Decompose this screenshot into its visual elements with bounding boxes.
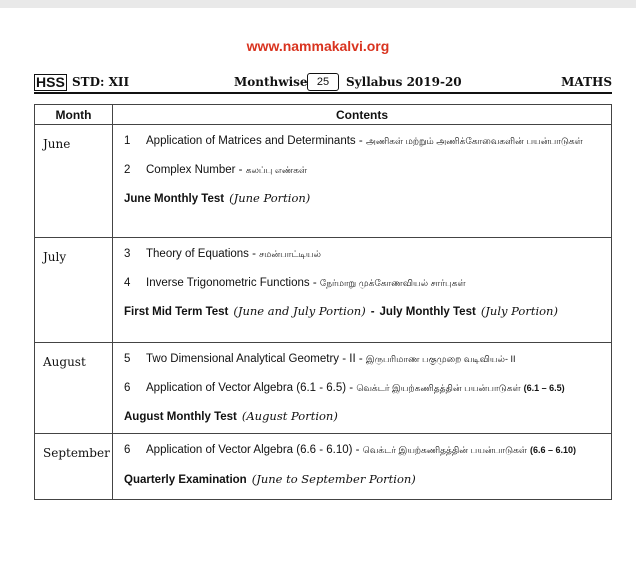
contents-cell (113, 238, 612, 343)
unit-number: 4 (124, 276, 131, 289)
exam-separator: - (370, 306, 375, 318)
unit-title: Complex Number - (146, 163, 246, 176)
unit-number: 6 (124, 444, 131, 456)
page-number: 25 (307, 73, 339, 91)
unit-tamil-title: நேர்மாறு முக்கோணவியல் சார்புகள் (319, 277, 466, 288)
hss-logo: HSS (36, 74, 65, 90)
syllabus-label: Syllabus 2019-20 (346, 75, 462, 89)
unit-number: 2 (124, 163, 131, 176)
page-header (34, 73, 612, 93)
exam-title-2: July Monthly Test (379, 306, 476, 318)
unit-title: Application of Vector Algebra (6.6 - 6.10) - (146, 444, 363, 456)
subject-label: MATHS (561, 75, 612, 89)
unit-line (124, 374, 611, 403)
exam-portion: (June Portion) (229, 191, 311, 205)
month-cell: September (35, 434, 113, 500)
contents-cell (113, 434, 612, 500)
std-label: STD: XII (72, 75, 130, 89)
syllabus-table (34, 104, 612, 500)
table-row (35, 343, 612, 434)
table-row (35, 434, 612, 500)
contents-cell (113, 125, 612, 238)
unit-range: (6.6 – 6.10) (529, 445, 576, 455)
unit-line (124, 156, 611, 185)
unit-number: 6 (124, 381, 131, 394)
exam-title: Quarterly Examination (124, 473, 247, 486)
unit-number: 5 (124, 353, 131, 365)
unit-number: 1 (124, 135, 131, 147)
unit-tamil-title: இருபரிமாண பகுமுறை வடிவியல்- II (365, 354, 516, 364)
header-rule (34, 92, 612, 94)
exam-line (124, 184, 611, 213)
exam-line (124, 297, 611, 326)
exam-portion: (August Portion) (241, 409, 338, 423)
unit-tamil-title: சமன்பாட்டியல் (259, 249, 322, 259)
exam-title: August Monthly Test (124, 411, 237, 423)
unit-title: Inverse Trigonometric Functions - (146, 276, 320, 289)
unit-tamil-title: அணிகள் மற்றும் அணிக்கோவைகளின் பயன்பாடுகள் (365, 136, 583, 146)
month-cell: June (35, 125, 113, 238)
unit-title: Application of Vector Algebra (6.1 - 6.5) - (146, 381, 357, 394)
unit-number: 3 (124, 248, 131, 260)
unit-tamil-title: வெக்டர் இயற்கணிதத்தின் பயன்பாடுகள் (356, 382, 521, 393)
site-url: www.nammakalvi.org (246, 38, 390, 54)
unit-title: Theory of Equations - (146, 248, 260, 260)
contents-column-header: Contents (113, 105, 612, 125)
unit-tamil-title: கலப்பு எண்கள் (245, 164, 308, 175)
exam-title: First Mid Term Test (124, 306, 229, 318)
top-strip (0, 0, 636, 8)
exam-title: June Monthly Test (124, 193, 225, 205)
unit-line (124, 436, 611, 465)
table-row (35, 238, 612, 343)
table-row (35, 125, 612, 238)
unit-title: Two Dimensional Analytical Geometry - II - (146, 353, 366, 365)
unit-line (124, 269, 611, 298)
monthwise-label: Monthwise (234, 75, 308, 89)
unit-tamil-title: வெக்டர் இயற்கணிதத்தின் பயன்பாடுகள் (362, 445, 527, 455)
exam-portion: (June and July Portion) (233, 304, 366, 318)
unit-line (124, 127, 611, 156)
month-column-header: Month (35, 105, 113, 125)
exam-line (124, 402, 611, 431)
contents-cell (113, 343, 612, 434)
unit-line (124, 345, 611, 374)
exam-portion-2: (July Portion) (480, 304, 558, 318)
exam-portion: (June to September Portion) (251, 471, 416, 486)
exam-line (124, 465, 611, 494)
month-cell: August (35, 343, 113, 434)
month-cell: July (35, 238, 113, 343)
unit-range: (6.1 – 6.5) (523, 382, 565, 393)
unit-title: Application of Matrices and Determinants - (146, 135, 366, 147)
table-header-row (35, 105, 612, 125)
unit-line (124, 240, 611, 269)
